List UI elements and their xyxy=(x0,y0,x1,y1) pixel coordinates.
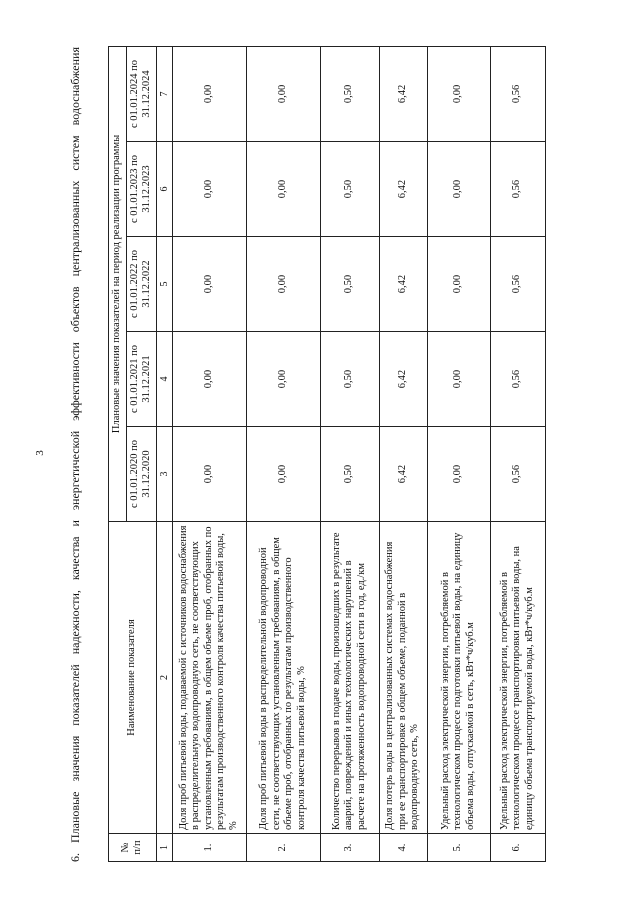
indicator-value: 0,50 xyxy=(320,142,379,237)
indicator-name: Доля проб питьевой воды, подаваемой с источников водоснабжения в распределительную водопроводную сеть, не соответствующих установленным требованиям, в общем объеме проб, отобранных по результатам производственного контроля качества питьевой воды, % xyxy=(172,522,246,834)
indicators-table xyxy=(108,46,546,862)
row-number: 4. xyxy=(379,834,427,862)
column-number: 1 xyxy=(156,834,172,862)
header-period: с 01.01.2024 по 31.12.2024 xyxy=(126,46,156,141)
indicator-name: Удельный расход электрической энергии, потребляемой в технологическом процессе подготовки питьевой воды, на единицу объема воды, отпускаемой в сеть, кВт*ч/куб.м xyxy=(427,522,490,834)
indicator-value: 0,50 xyxy=(320,332,379,427)
column-number: 4 xyxy=(156,332,172,427)
indicator-value: 0,56 xyxy=(490,332,545,427)
table-row xyxy=(246,46,320,861)
section-title: 6. Плановые значения показателей надежности, качества и энергетической эффективности объектов централизованных систем водоснабжения xyxy=(68,47,82,862)
column-number: 3 xyxy=(156,427,172,522)
column-number-row xyxy=(156,46,172,861)
column-number: 5 xyxy=(156,237,172,332)
indicator-value: 0,00 xyxy=(246,427,320,522)
indicator-value: 0,56 xyxy=(490,427,545,522)
indicator-value: 0,00 xyxy=(246,332,320,427)
indicator-value: 6,42 xyxy=(379,237,427,332)
page-number: 3 xyxy=(34,450,46,456)
indicator-value: 6,42 xyxy=(379,427,427,522)
indicator-value: 0,00 xyxy=(246,237,320,332)
indicator-value: 6,42 xyxy=(379,46,427,141)
row-number: 3. xyxy=(320,834,379,862)
header-group: Плановые значения показателей на период реализации программы xyxy=(109,46,127,521)
indicator-value: 0,00 xyxy=(427,237,490,332)
indicator-name: Доля потерь воды в централизованных системах водоснабжения при ее транспортировке в общем объеме, поданной в водопроводную сеть, % xyxy=(379,522,427,834)
row-number: 6. xyxy=(490,834,545,862)
row-number: 5. xyxy=(427,834,490,862)
indicator-value: 0,00 xyxy=(172,427,246,522)
indicator-value: 0,00 xyxy=(427,142,490,237)
header-period: с 01.01.2022 по 31.12.2022 xyxy=(126,237,156,332)
indicator-value: 0,00 xyxy=(172,332,246,427)
header-period: с 01.01.2023 по 31.12.2023 xyxy=(126,142,156,237)
indicator-value: 0,00 xyxy=(427,46,490,141)
indicator-value: 0,50 xyxy=(320,237,379,332)
indicator-value: 0,56 xyxy=(490,237,545,332)
column-number: 6 xyxy=(156,142,172,237)
column-number: 2 xyxy=(156,522,172,834)
indicator-value: 0,50 xyxy=(320,427,379,522)
header-name: Наименование показателя xyxy=(109,522,157,834)
indicator-value: 0,56 xyxy=(490,46,545,141)
table-row xyxy=(490,46,545,861)
indicator-value: 0,00 xyxy=(172,142,246,237)
indicator-name: Количество перерывов в подаче воды, произошедших в результате аварий, повреждений и иных технологических нарушений в расчете на протяженность водопроводной сети в год, ед./км xyxy=(320,522,379,834)
rotated-page-content xyxy=(68,47,640,862)
table-row xyxy=(320,46,379,861)
row-number: 1. xyxy=(172,834,246,862)
header-period: с 01.01.2020 по 31.12.2020 xyxy=(126,427,156,522)
indicator-value: 0,00 xyxy=(246,142,320,237)
table-row xyxy=(172,46,246,861)
indicator-value: 0,56 xyxy=(490,142,545,237)
indicator-value: 0,00 xyxy=(246,46,320,141)
indicator-value: 0,00 xyxy=(172,46,246,141)
indicator-value: 6,42 xyxy=(379,332,427,427)
table-row xyxy=(379,46,427,861)
header-num: № п/п xyxy=(109,834,157,862)
indicator-value: 6,42 xyxy=(379,142,427,237)
header-period: с 01.01.2021 по 31.12.2021 xyxy=(126,332,156,427)
indicator-name: Доля проб питьевой воды в распределительной водопроводной сети, не соответствующих установленным требованиям, в общем объеме проб, отобранных по результатам производственного контроля качества питьевой воды, % xyxy=(246,522,320,834)
indicator-value: 0,00 xyxy=(172,237,246,332)
indicator-value: 0,50 xyxy=(320,46,379,141)
indicator-value: 0,00 xyxy=(427,427,490,522)
row-number: 2. xyxy=(246,834,320,862)
column-number: 7 xyxy=(156,46,172,141)
indicator-name: Удельный расход электрической энергии, потребляемой в технологическом процессе транспортировки питьевой воды, на единицу объема транспортируемой воды, кВт*ч/куб.м xyxy=(490,522,545,834)
indicator-value: 0,00 xyxy=(427,332,490,427)
table-row xyxy=(427,46,490,861)
